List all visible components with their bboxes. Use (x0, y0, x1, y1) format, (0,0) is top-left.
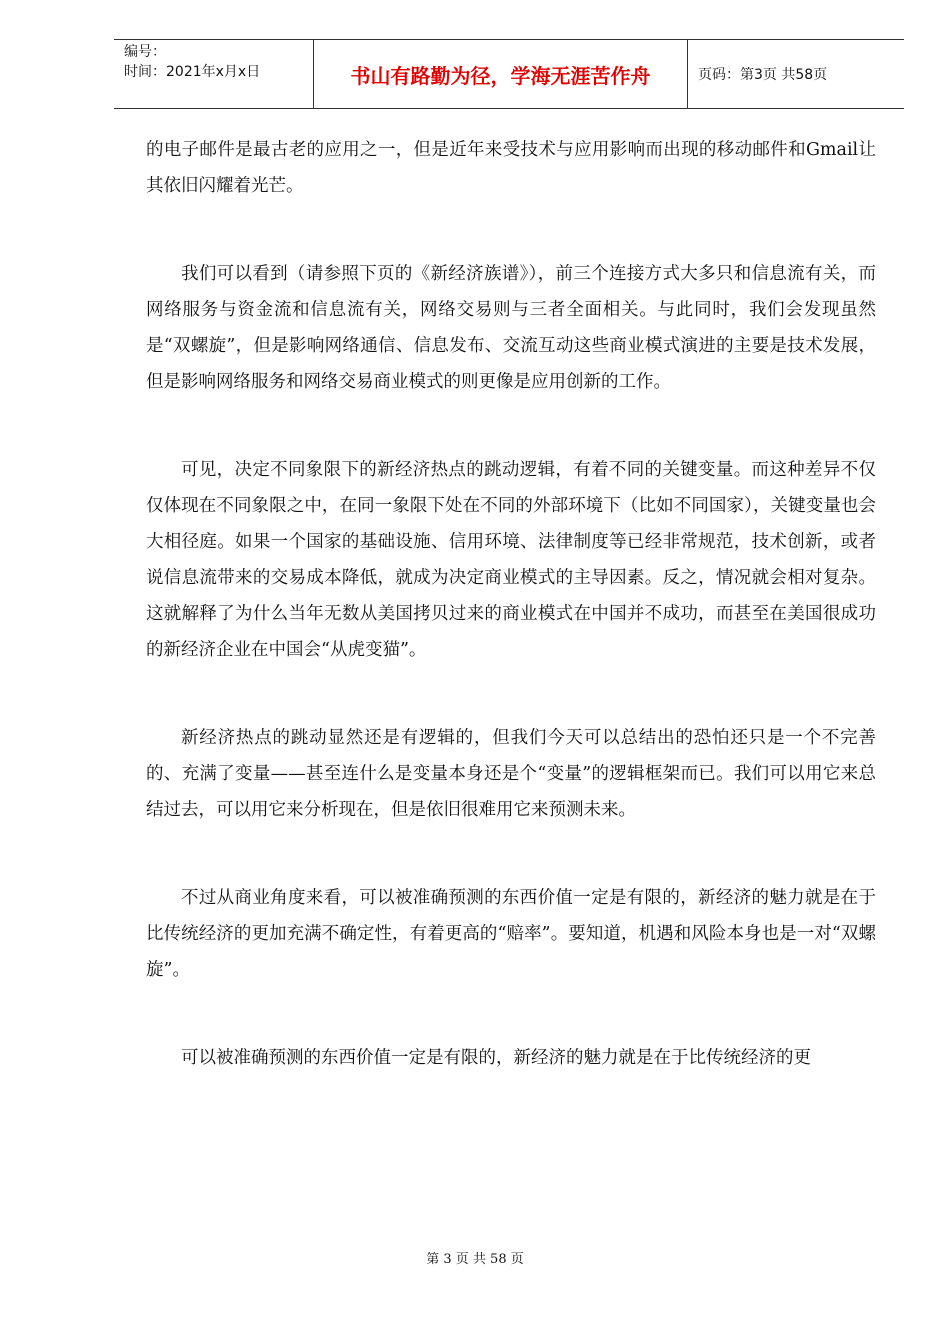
header-page-number: 页码：第3页 共58页 (698, 67, 828, 83)
page-header (114, 39, 904, 109)
header-motto: 书山有路勤为径，学海无涯苦作舟 (314, 40, 688, 108)
document-body (146, 132, 876, 1128)
paragraph: 不过从商业角度来看，可以被准确预测的东西价值一定是有限的，新经济的魅力就是在于比传统经济的更加充满不确定性，有着更高的“赔率”。要知道，机遇和风险本身也是一对“双螺旋”。 (146, 888, 876, 980)
paragraph: 可以被准确预测的东西价值一定是有限的，新经济的魅力就是在于比传统经济的更 (181, 1048, 811, 1068)
paragraph-continuation: 的电子邮件是最古老的应用之一，但是近年来受技术与应用影响而出现的移动邮件和Gmail让其依旧闪耀着光芒。 (146, 140, 876, 196)
header-meta (114, 40, 314, 108)
document-date: 时间：2021年x月x日 (124, 64, 261, 80)
paragraph: 我们可以看到（请参照下页的《新经济族谱》），前三个连接方式大多只和信息流有关，而网络服务与资金流和信息流有关，网络交易则与三者全面相关。与此同时，我们会发现虽然是“双螺旋”，但是影响网络通信、信息发布、交流互动这些商业模式演进的主要是技术发展，但是影响网络服务和网络交易商业模式的则更像是应用创新的工作。 (146, 264, 876, 392)
page-footer: 第 3 页 共 58 页 (426, 1252, 524, 1267)
paragraph: 新经济热点的跳动显然还是有逻辑的，但我们今天可以总结出的恐怕还只是一个不完善的、充满了变量——甚至连什么是变量本身还是个“变量”的逻辑框架而已。我们可以用它来总结过去，可以用它来分析现在，但是依旧很难用它来预测未来。 (146, 728, 876, 820)
document-number-label: 编号： (124, 44, 166, 60)
paragraph: 可见，决定不同象限下的新经济热点的跳动逻辑，有着不同的关键变量。而这种差异不仅仅体现在不同象限之中，在同一象限下处在不同的外部环境下（比如不同国家），关键变量也会大相径庭。如果一个国家的基础设施、信用环境、法律制度等已经非常规范，技术创新，或者说信息流带来的交易成本降低，就成为决定商业模式的主导因素。反之，情况就会相对复杂。这就解释了为什么当年无数从美国拷贝过来的商业模式在中国并不成功，而甚至在美国很成功的新经济企业在中国会“从虎变猫”。 (146, 460, 876, 660)
